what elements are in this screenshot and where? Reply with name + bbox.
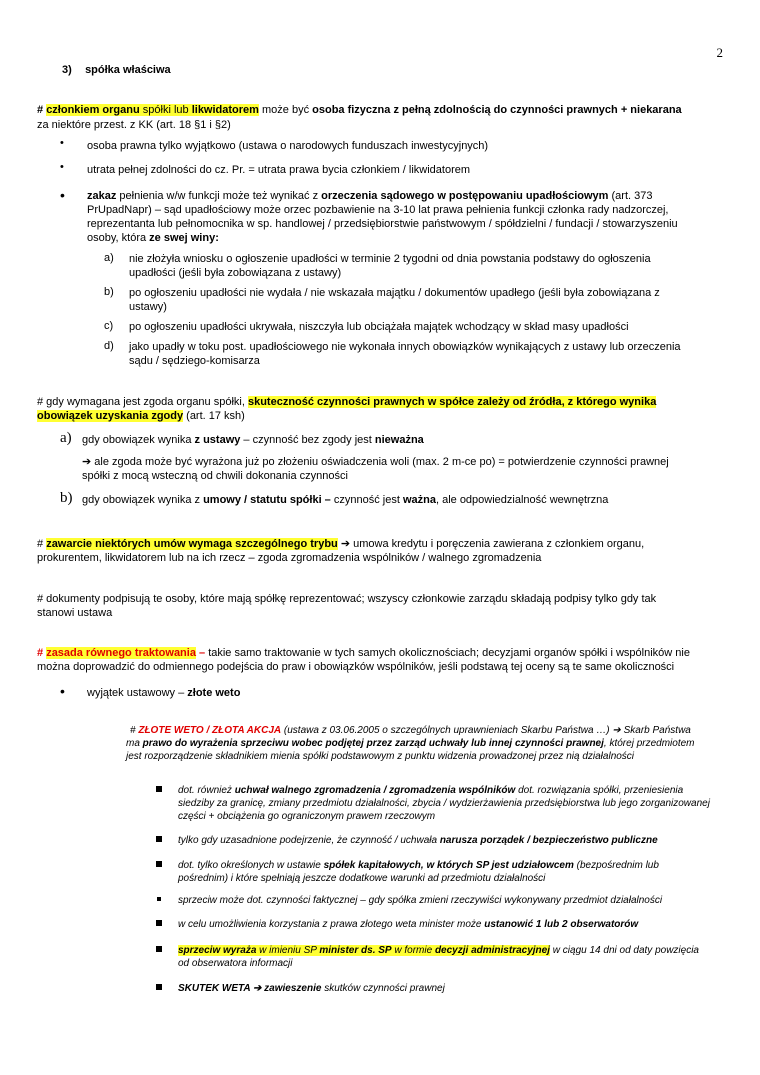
sub-item: po ogłoszeniu upadłości nie wydała / nie wskazała majątku / dokumentów upadłego (jeśli była zobowiązana z ustawy) xyxy=(129,287,660,313)
paragraph-members-line2: za niektóre przest. z KK (art. 18 §1 i §2) xyxy=(37,119,231,131)
sub-item: jako upadły w toku post. upadłościowego nie wykonała innych obowiązków wynikających z ustawy lub orzeczenia sądu / sędziego-komisarza xyxy=(129,341,681,367)
paragraph-documents: # dokumenty podpisują te osoby, które mają spółkę reprezentować; wszyscy członkowie zarządu składają podpisy tylko gdy tak stanowi ustawa xyxy=(37,593,657,619)
sub-label: c) xyxy=(104,320,114,332)
square-bullet xyxy=(156,946,162,952)
golden-veto-item: dot. tylko określonych w ustawie spółek kapitałowych, w których SP jest udziałowcem (bezpośrednim lub pośrednim) i które spełniają jeszcze dodatkowe warunki ad przedmiotu działalności xyxy=(178,860,659,884)
golden-veto-item: dot. również uchwał walnego zgromadzenia / zgromadzenia wspólników dot. rozwiązania spółki, przeniesienia siedziby za granicę, zmiany przedmiotu działalności, zbycia / wydzierżawienia przedsiębiorstwa lub jego zorganizowanej części + obciążenia go ograniczonym prawem rzeczowym xyxy=(178,785,710,822)
sub-label: d) xyxy=(104,340,114,352)
golden-veto-item: sprzeciw może dot. czynności faktycznej – gdy spółka zmieni rzeczywiści wykonywany przedmiot działalności xyxy=(178,895,663,906)
bullet-dot: • xyxy=(60,137,64,149)
golden-veto-item: SKUTEK WETA ➔ zawieszenie skutków czynności prawnej xyxy=(178,983,445,994)
sub-label: b) xyxy=(104,286,114,298)
list-item: osoba prawna tylko wyjątkowo (ustawa o narodowych funduszach inwestycyjnych) xyxy=(87,140,489,152)
list-item-exception: wyjątek ustawowy – złote weto xyxy=(87,687,241,699)
arrow-right-icon: ➔ xyxy=(340,538,351,550)
paragraph-special-mode: # zawarcie niektórych umów wymaga szczególnego trybu ➔ umowa kredytu i poręczenia zawierana z członkiem organu, prokurentem, likwidatorem lub na ich rzecz – zgoda zgromadzenia wspólników / walnego zgromadzenia xyxy=(37,538,645,564)
consent-statutory: gdy obowiązek wynika z ustawy – czynność bez zgody jest nieważna xyxy=(82,434,424,446)
square-bullet xyxy=(156,836,162,842)
sub-item: nie złożyła wniosku o ogłoszenie upadłości w terminie 2 tygodni od dnia powstania podstawy do ogłoszenia upadłości (jeśli była zobowiązana z ustawy) xyxy=(129,253,651,279)
list-item-ban: zakaz pełnienia w/w funkcji może też wynikać z orzeczenia sądowego w postępowaniu upadłościowym (art. 373 PrUpadNapr) – sąd upadłościowy może orzec pozbawienie na 3-10 lat prawa pełnienia funkcji członka rady nadzorczej, reprezentanta lub pełnomocnika w sp. handlowej / przedsiębiorstwie państwowym / spółdzielni / fundacji / stowarzyszeniu osoby, która ze swej winy: xyxy=(87,190,678,244)
golden-veto-item: w celu umożliwienia korzystania z prawa złotego weta minister może ustanowić 1 lub 2 obserwatorów xyxy=(178,919,639,930)
golden-veto-intro: # ZŁOTE WETO / ZŁOTA AKCJA (ustawa z 03.06.2005 o szczególnych uprawnieniach Skarbu Państwa …) ➔ Skarb Państwa ma prawo do wyrażenia sprzeciwu wobec podjętej przez zarząd uchwały lub innej czynności prawnej, której przedmiotem jest rozporządzenie składnikiem mienia spółki podstawowym z punktu widzenia prowadzonej przez nią działalności xyxy=(126,725,695,762)
bullet-dot: • xyxy=(60,161,64,173)
paragraph-equal-treatment: # zasada równego traktowania – takie samo traktowanie w tych samych okolicznościach; decyzjami organów spółki i wspólników nie można doprowadzić do odmiennego podejścia do praw i obowiązków wspólników, jeśli podstawą tej oceny są te same okoliczności xyxy=(37,647,690,673)
square-bullet xyxy=(156,984,162,990)
bullet-dot: • xyxy=(60,187,65,203)
golden-veto-item: tylko gdy uzasadnione podejrzenie, że czynność / uchwała narusza porządek / bezpieczeństwo publiczne xyxy=(178,835,658,846)
arrow-right-icon: ➔ xyxy=(82,456,92,468)
arrow-right-icon: ➔ xyxy=(253,983,262,994)
arrow-right-icon: ➔ xyxy=(612,725,621,736)
square-bullet xyxy=(156,920,162,926)
paragraph-consent: # gdy wymagana jest zgoda organu spółki, skuteczność czynności prawnych w spółce zależy od źródła, z którego wynika obowiązek uzyskania zgody (art. 17 ksh) xyxy=(37,396,657,422)
consent-contract: gdy obowiązek wynika z umowy / statutu spółki – czynność jest ważna, ale odpowiedzialność wewnętrzna xyxy=(82,494,609,506)
sub-label: a) xyxy=(60,430,72,446)
list-item: utrata pełnej zdolności do cz. Pr. = utrata prawa bycia członkiem / likwidatorem xyxy=(87,164,471,176)
sub-label: a) xyxy=(104,252,114,264)
section-heading: 3) spółka właściwa xyxy=(62,64,171,76)
bullet-dot: • xyxy=(60,683,65,699)
square-bullet xyxy=(156,861,162,867)
consent-note: ➔ ale zgoda może być wyrażona już po złożeniu oświadczenia woli (max. 2 m-ce po) = potwierdzenie czynności prawnej spółki z mocą wsteczną od chwili dokonania czynności xyxy=(82,456,669,482)
sub-label: b) xyxy=(60,490,73,506)
page-number: 2 xyxy=(716,45,723,60)
paragraph-members: # członkiem organu spółki lub likwidatorem może być osoba fizyczna z pełną zdolnością do czynności prawnych + niekarana xyxy=(37,104,682,116)
square-bullet xyxy=(157,897,161,901)
sub-item: po ogłoszeniu upadłości ukrywała, niszczyła lub obciążała majątek wchodzący w skład masy upadłości xyxy=(129,321,629,333)
golden-veto-item: sprzeciw wyraża w imieniu SP minister ds. SP w formie decyzji administracyjnej w ciągu 14 dni od daty powzięcia od obserwatora informacji xyxy=(178,945,699,969)
square-bullet xyxy=(156,786,162,792)
